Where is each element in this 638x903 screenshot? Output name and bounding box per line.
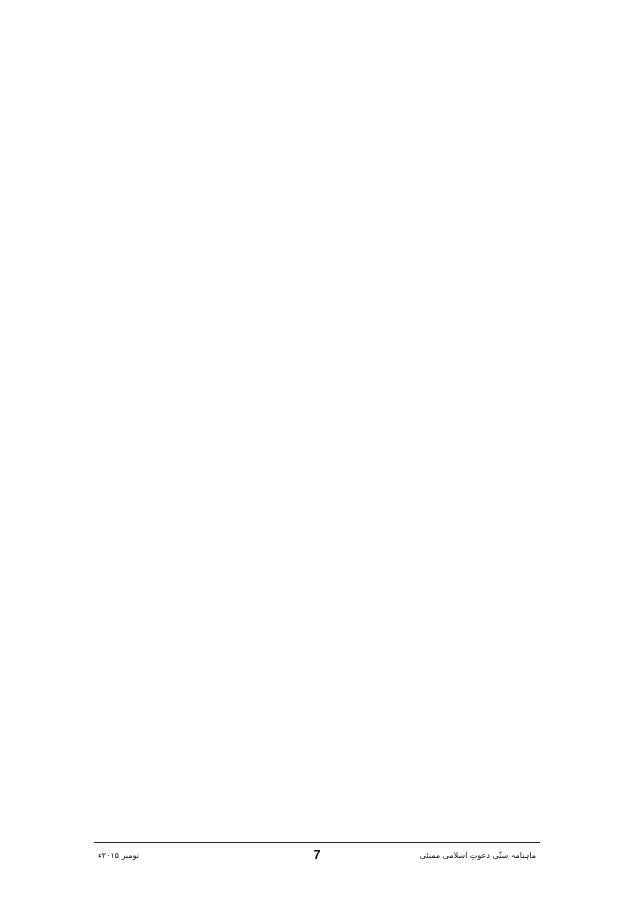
footer-divider	[94, 842, 540, 843]
page-footer	[94, 847, 540, 869]
article-body	[96, 42, 538, 832]
page-number: 7	[313, 847, 321, 862]
journal-name: ماہنامہ سنّی دعوتِ اسلامی ممبئی	[419, 851, 536, 860]
issue-date: نومبر ۲۰۱۵ء	[98, 851, 139, 860]
